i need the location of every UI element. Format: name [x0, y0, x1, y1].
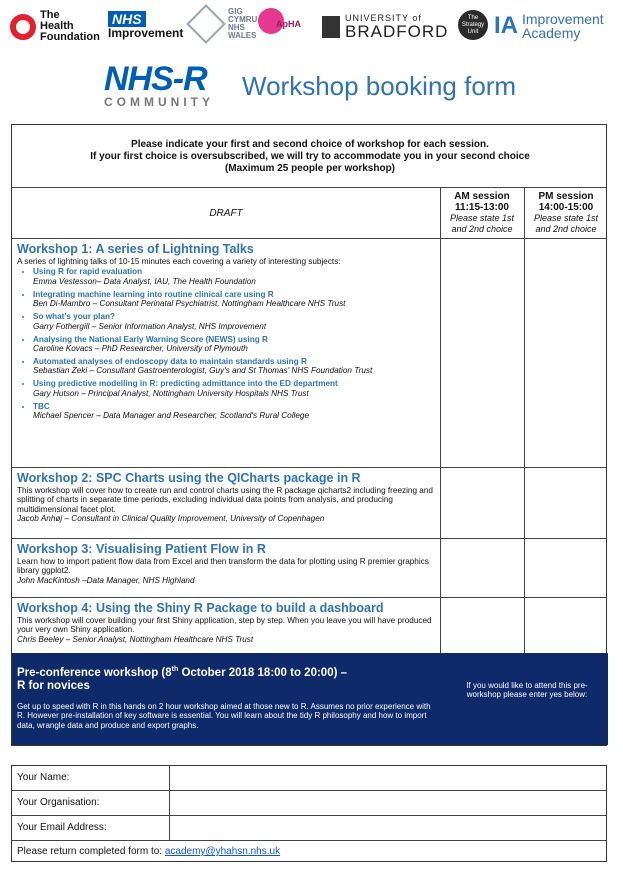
preconference-desc: Get up to speed with R in this hands on 2 hour workshop aimed at those new to R. Assumes no prior experience with R. However pre-installation of key software is essential. You will learn about the tidy R philosophy and how to import data, wrangle data and produce and export graphs.: [17, 702, 431, 730]
talk-title: • So what's your plan?: [33, 312, 116, 322]
ia-line-1: Improvement: [522, 11, 604, 27]
workshop-4-title: Workshop 4: Using the Shiny R Package to build a dashboard: [17, 601, 384, 615]
preconference-title: [17, 663, 437, 694]
bradford-shield-icon: [322, 16, 340, 38]
preconf-title-c: R for novices: [17, 680, 90, 693]
talk-title: • Automated analyses of endoscopy data to maintain standards using R: [33, 357, 307, 367]
list-item: [33, 357, 440, 376]
pm-session-header: [524, 189, 608, 235]
workshop-1-title: Workshop 1: A series of Lightning Talks: [17, 242, 254, 256]
name-field[interactable]: [169, 766, 606, 790]
return-instruction: [17, 846, 280, 857]
gig-line-3: NHS: [228, 23, 245, 32]
talk-speaker: Emma Vestesson– Data Analyst, IAU, The Health Foundation: [33, 276, 256, 286]
nhs-badge: NHS: [108, 11, 146, 27]
talk-speaker: Caroline Kovacs – PhD Researcher, University of Plymouth: [33, 344, 248, 354]
talk-speaker: Garry Fothergill – Senior Information Analyst, NHS Improvement: [33, 321, 267, 331]
page-title: Workshop booking form: [242, 71, 517, 101]
email-row: [12, 816, 606, 840]
hf-line-2: Health: [40, 20, 74, 32]
workshop-1-cell: [12, 239, 440, 467]
gig-line-4: WALES: [228, 31, 257, 40]
workshop-3-speaker: John MacKintosh –Data Manager, NHS Highland: [17, 575, 195, 585]
name-label: Your Name:: [17, 772, 70, 783]
bradford-top-text: UNIVERSITY of: [345, 13, 422, 23]
email-label: Your Email Address:: [17, 822, 107, 833]
preconf-title-a: Pre-conference workshop (8: [17, 666, 172, 679]
workshop-2-desc: This workshop will cover how to create run and control charts using the R package qicharts2 including freezing and splitting of charts in separate time periods, excluding individual data points from analysis, and producing multidimensional facet plot.: [17, 486, 433, 514]
intro-cell: [12, 125, 608, 187]
am-session-title: AM session: [454, 191, 510, 202]
am-session-note-1: Please state 1st: [449, 213, 515, 223]
return-email-link[interactable]: academy@yhahsn.nhs.uk: [164, 846, 281, 857]
talk-list: [17, 267, 440, 420]
column-divider: [524, 187, 525, 653]
pm-session-note-2: and 2nd choice: [535, 224, 597, 234]
talk-title: • Analysing the National Early Warning Score (NEWS) using R: [33, 334, 268, 344]
strategy-unit-text: The Strategy Unit: [461, 14, 485, 35]
workshop-3-cell: [12, 539, 440, 597]
intro-line-1: Please indicate your first and second choice of workshop for each session.: [131, 139, 489, 150]
workshop-1-desc: A series of lightning talks of 10-15 minutes each covering a variety of interesting subjects:: [17, 257, 341, 266]
nhs-r-community-logo: [104, 62, 228, 112]
return-row: [12, 841, 606, 863]
organisation-field[interactable]: [169, 791, 606, 815]
am-session-note-2: and 2nd choice: [451, 224, 513, 234]
organisation-label: Your Organisation:: [17, 797, 100, 808]
pm-session-time: 14:00-15:00: [538, 202, 594, 213]
list-item: [33, 402, 440, 421]
list-item: [33, 335, 440, 354]
preconference-attend-prompt: If you would like to attend this pre-workshop please enter yes below:: [466, 681, 588, 700]
workshop-2-title: Workshop 2: SPC Charts using the QICharts package in R: [17, 471, 361, 485]
nhs-improvement-logo: [108, 11, 183, 40]
contact-form: [11, 765, 607, 862]
bradford-logo: [322, 13, 448, 40]
nhs-r-text: NHS-R: [104, 60, 207, 98]
intro-line-2: If your first choice is oversubscribed, we will try to accommodate you in your second choice: [90, 151, 530, 162]
talk-title: • Using predictive modelling in R: predicting admittance into the ED department: [33, 379, 338, 389]
community-text: COMMUNITY: [104, 95, 214, 109]
gig-badge-icon: [186, 4, 226, 44]
email-field[interactable]: [169, 816, 606, 840]
improvement-academy-mark-icon: IA: [494, 12, 518, 39]
talk-title: • Integrating machine learning into routine clinical care using R: [33, 289, 274, 299]
talk-speaker: Gary Hutson – Principal Analyst, Nottingham University Hospitals NHS Trust: [33, 388, 309, 398]
am-session-time: 11:15-13:00: [455, 202, 509, 213]
talk-title: • Using R for rapid evaluation: [33, 267, 143, 277]
column-divider: [440, 187, 441, 653]
pm-session-note-1: Please state 1st: [533, 213, 599, 223]
workshop-2-speaker: Jacob Anhøj – Consultant in Clinical Quality Improvement, University of Copenhagen: [17, 514, 325, 524]
hf-line-3: Foundation: [40, 31, 100, 43]
return-text: Please return completed form to:: [17, 846, 165, 857]
talk-title: • TBC: [33, 401, 50, 411]
divider: [12, 187, 606, 188]
ia-line-2: Academy: [522, 25, 581, 41]
gig-line-1: GIG: [228, 7, 243, 16]
preconf-title-sup: th: [171, 666, 179, 673]
name-row: [12, 766, 606, 790]
preconference-cell: [12, 653, 608, 745]
list-item: [33, 312, 440, 331]
workshop-2-cell: [12, 468, 440, 538]
pm-session-title: PM session: [538, 191, 594, 202]
list-item: [33, 290, 440, 309]
list-item: [33, 267, 440, 286]
preconf-title-b: October 2018 18:00 to 20:00) –: [178, 666, 348, 679]
draft-label: DRAFT: [209, 208, 243, 219]
workshop-table: [11, 124, 607, 746]
health-foundation-ring-icon: [10, 14, 36, 40]
improvement-academy-logo: [494, 12, 604, 40]
organisation-row: [12, 791, 606, 815]
bradford-main-text: BRADFORD: [345, 22, 449, 41]
apha-text: ApHA: [276, 19, 301, 29]
am-session-header: [440, 189, 524, 235]
gig-line-2: CYMRU: [228, 15, 258, 24]
logo-bar: [0, 0, 623, 54]
hf-line-1: The: [40, 9, 60, 21]
intro-line-3: (Maximum 25 people per workshop): [224, 163, 396, 174]
workshop-4-speaker: Chris Beeley – Senior Analyst, Nottingham Healthcare NHS Trust: [17, 634, 254, 644]
talk-speaker: Michael Spencer – Data Manager and Researcher, Scotland's Rural College: [33, 411, 309, 421]
workshop-4-desc: This workshop will cover building your first Shiny application, step by step. When you leave you will have produced your very own Shiny application.: [17, 616, 432, 635]
workshop-3-desc: Learn how to import patient flow data from Excel and then transform the data for plotting using R premier graphics library ggplot2.: [17, 557, 429, 576]
talk-speaker: Sebastian Zeki – Consultant Gastroenterologist, Guy's and St Thomas' NHS Foundation Trust: [33, 366, 373, 376]
list-item: [33, 379, 440, 398]
nhs-improvement-text: Improvement: [108, 26, 184, 40]
talk-speaker: Ben Di-Mambro – Consultant Perinatal Psychiatrist, Nottingham Healthcare NHS Trust: [33, 299, 346, 309]
workshop-3-title: Workshop 3: Visualising Patient Flow in R: [17, 542, 266, 556]
gig-nhs-wales-logo: [192, 8, 257, 40]
workshop-4-cell: [12, 598, 440, 653]
strategy-unit-logo: [458, 10, 488, 40]
health-foundation-logo: [10, 10, 100, 43]
apha-logo: [258, 8, 301, 34]
